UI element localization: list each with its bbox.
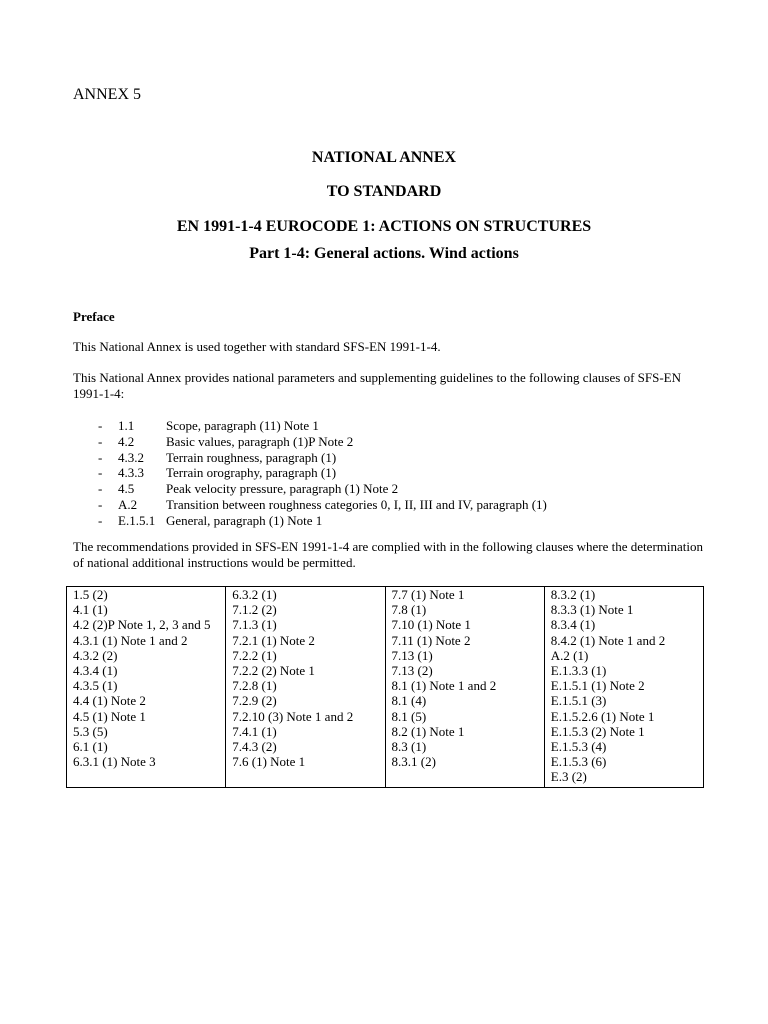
clause-table-entry: E.1.5.3 (2) Note 1 <box>550 723 645 739</box>
list-dash: - <box>98 465 103 481</box>
clause-table-entry: 7.1.3 (1) <box>232 617 277 633</box>
clause-table-entry: 7.10 (1) Note 1 <box>391 617 471 633</box>
clause-table-entry: 7.2.1 (1) Note 2 <box>232 632 315 648</box>
clause-table-entry: 4.3.2 (2) <box>73 647 118 663</box>
clause-number: 1.1 <box>118 418 135 433</box>
clause-table-entry: 8.2 (1) Note 1 <box>391 723 465 739</box>
clause-table-column-1 <box>67 587 226 788</box>
clause-table-entry: E.1.3.3 (1) <box>550 663 607 679</box>
list-dash: - <box>98 418 103 433</box>
clause-table-entry: 4.4 (1) Note 2 <box>73 693 146 709</box>
clause-table-entry: 5.3 (5) <box>73 723 108 739</box>
clause-table-entry: 8.1 (1) Note 1 and 2 <box>391 678 497 694</box>
clause-table-entry: E.3 (2) <box>550 769 587 785</box>
clause-list-item <box>98 513 547 529</box>
clause-number: 4.5 <box>118 481 135 497</box>
list-dash: - <box>98 433 103 449</box>
clause-table-column-2 <box>226 587 385 788</box>
list-dash: - <box>98 512 103 528</box>
clause-table-entry: 7.4.3 (2) <box>232 739 277 755</box>
clause-number: E.1.5.1 <box>118 512 156 528</box>
preface-paragraph-1: This National Annex is used together with standard SFS-EN 1991-1-4. <box>73 339 441 354</box>
clause-table-entry: E.1.5.2.6 (1) Note 1 <box>550 708 655 724</box>
clause-description: Terrain orography, paragraph (1) <box>166 465 337 481</box>
clause-description: Terrain roughness, paragraph (1) <box>166 449 337 465</box>
clause-description: Transition between roughness categories 0, I, II, III and IV, paragraph (1) <box>166 496 547 512</box>
annex-label: ANNEX 5 <box>73 86 141 103</box>
clause-table-entry: 7.2.2 (2) Note 1 <box>232 663 315 679</box>
clause-table-entry: 4.3.5 (1) <box>73 678 118 694</box>
clause-table-entry: 7.4.1 (1) <box>232 723 277 739</box>
clause-list-item <box>98 465 547 481</box>
clause-table-entry: 4.1 (1) <box>73 602 108 618</box>
title-to-standard: TO STANDARD <box>326 183 442 200</box>
clause-table-entry: 7.2.10 (3) Note 1 and 2 <box>232 708 354 724</box>
clause-table-entry: 7.7 (1) Note 1 <box>391 587 465 602</box>
title-national-annex: NATIONAL ANNEX <box>311 149 457 166</box>
clause-table-entry: 8.3.1 (2) <box>391 754 436 770</box>
preface-paragraph-2: This National Annex provides national parameters and supplementing guidelines to the following clauses of SFS-EN 1991-1-4: <box>73 370 681 401</box>
clause-description: Scope, paragraph (11) Note 1 <box>166 418 319 433</box>
clause-list-item <box>98 434 547 450</box>
clause-list-item <box>98 450 547 466</box>
list-dash: - <box>98 481 103 497</box>
clause-table-entry: 8.3.2 (1) <box>550 587 596 602</box>
list-dash: - <box>98 496 103 512</box>
clause-table-entry: 7.13 (2) <box>391 663 433 679</box>
clause-table-entry: 6.3.2 (1) <box>232 587 277 602</box>
clause-list-item <box>98 418 547 434</box>
title-standard-name: EN 1991-1-4 EUROCODE 1: ACTIONS ON STRUCTURES <box>176 218 592 235</box>
preface-paragraph-3: The recommendations provided in SFS-EN 1991-1-4 are complied with in the following clauses where the determination of national additional instructions would be permitted. <box>73 539 703 570</box>
clause-table-entry: 7.8 (1) <box>391 602 427 618</box>
list-dash: - <box>98 449 103 465</box>
clause-table-column-4 <box>544 587 703 788</box>
clause-table-entry: E.1.5.3 (4) <box>550 739 607 755</box>
title-part: Part 1-4: General actions. Wind actions <box>249 245 519 262</box>
clause-table-entry: A.2 (1) <box>550 647 589 663</box>
clause-number: 4.3.2 <box>118 449 144 465</box>
clause-table-entry: 7.13 (1) <box>391 647 433 663</box>
clause-number: A.2 <box>118 496 138 512</box>
clause-description: General, paragraph (1) Note 1 <box>166 512 323 528</box>
clause-table-entry: 7.2.9 (2) <box>232 693 277 709</box>
clause-table-entry: 8.3 (1) <box>391 739 427 755</box>
clause-table-entry: 1.5 (2) <box>73 587 108 602</box>
clause-list-item <box>98 497 547 513</box>
clause-table-entry: 7.11 (1) Note 2 <box>391 632 471 648</box>
clause-table-entry: 8.4.2 (1) Note 1 and 2 <box>550 632 666 648</box>
clause-list-item <box>98 481 547 497</box>
clause-table-entry: 7.2.2 (1) <box>232 647 277 663</box>
clause-description: Peak velocity pressure, paragraph (1) Note 2 <box>166 481 399 497</box>
clause-list <box>98 418 547 529</box>
clause-table-entry: 7.6 (1) Note 1 <box>232 754 306 770</box>
clause-table-row <box>67 587 704 788</box>
preface-heading: Preface <box>73 309 115 324</box>
clause-table-entry: 6.3.1 (1) Note 3 <box>73 754 156 770</box>
clause-table-entry: 4.5 (1) Note 1 <box>73 708 146 724</box>
clause-table-entry: 6.1 (1) <box>73 739 108 755</box>
clause-table-entry: 8.1 (5) <box>391 708 427 724</box>
clause-table-entry: 7.1.2 (2) <box>232 602 277 618</box>
clause-table-entry: E.1.5.1 (3) <box>550 693 607 709</box>
clause-table-column-3 <box>385 587 544 788</box>
clause-number: 4.3.3 <box>118 465 144 481</box>
clause-table-entry: 4.2 (2)P Note 1, 2, 3 and 5 <box>73 617 211 633</box>
clause-table-entry: 8.3.4 (1) <box>550 617 596 633</box>
clause-table-entry: 4.3.1 (1) Note 1 and 2 <box>73 632 188 648</box>
clause-table-entry: 7.2.8 (1) <box>232 678 277 694</box>
clause-table-entry: 8.1 (4) <box>391 693 427 709</box>
clause-table <box>66 586 704 788</box>
clause-table-entry: E.1.5.1 (1) Note 2 <box>550 678 645 694</box>
clause-table-entry: 8.3.3 (1) Note 1 <box>550 602 634 618</box>
clause-table-entry: E.1.5.3 (6) <box>550 754 607 770</box>
clause-number: 4.2 <box>118 433 135 449</box>
clause-description: Basic values, paragraph (1)P Note 2 <box>166 433 354 449</box>
clause-table-entry: 4.3.4 (1) <box>73 663 118 679</box>
